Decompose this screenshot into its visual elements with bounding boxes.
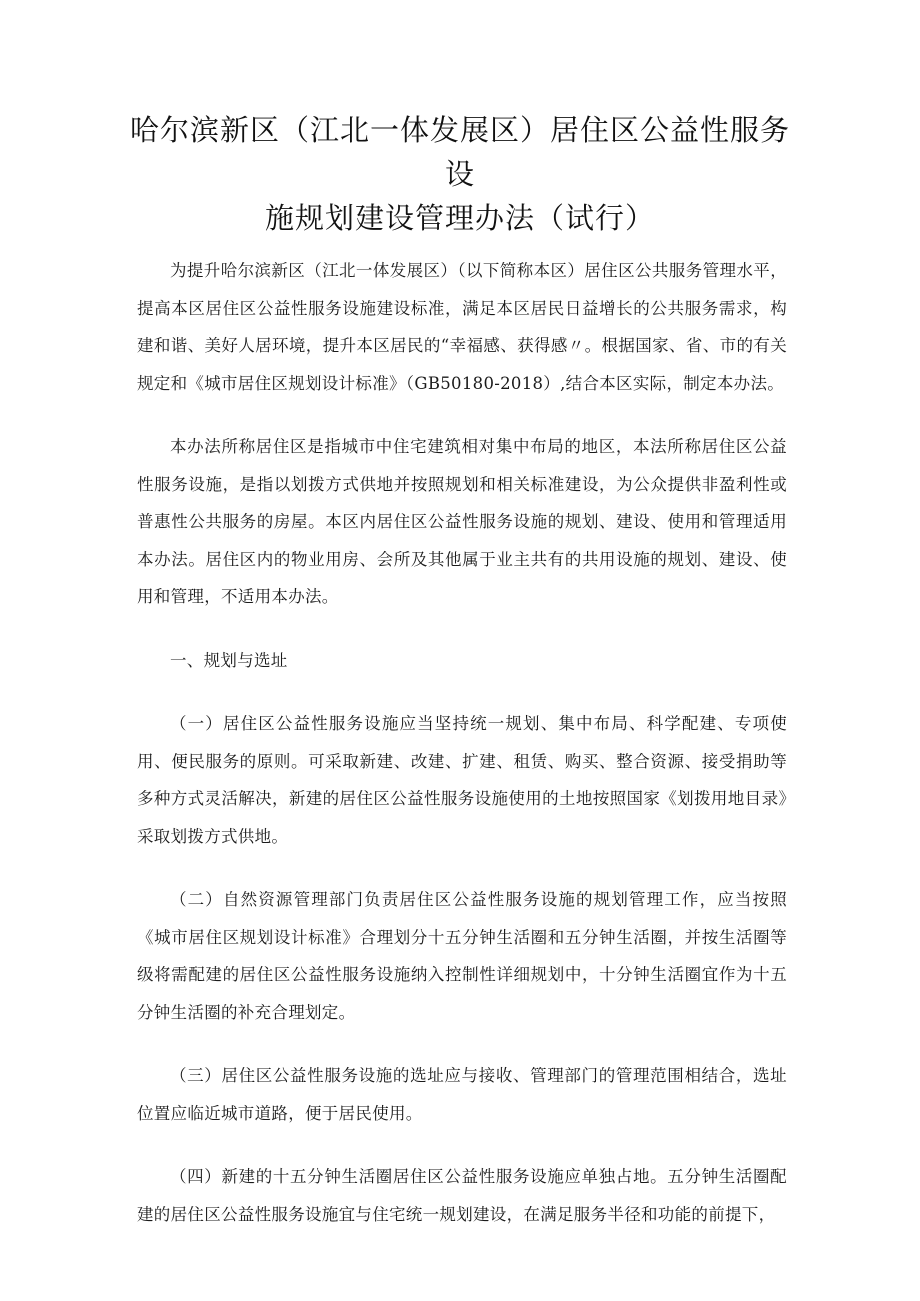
clause-item-2: （二）自然资源管理部门负责居住区公益性服务设施的规划管理工作，应当按照《城市居住区规划设计标准》合理划分十五分钟生活圈和五分钟生活圈，并按生活圈等级将需配建的居住区公益性服务设施纳入控制性详细规划中，十分钟生活圈宜作为十五分钟生活圈的补充合理划定。 [137,890,787,1022]
document-title [120,108,800,240]
intro-paragraph: 为提升哈尔滨新区（江北一体发展区）（以下简称本区）居住区公共服务管理水平，提高本区居住区公益性服务设施建设标准，满足本区居民日益增长的公共服务需求，构建和谐、美好人居环境，提升本区居民的“幸福感、获得感〃。根据国家、省、市的有关规定和《城市居住区规划设计标准》（GB50180-2018）,结合本区实际，制定本办法。 [137,261,787,393]
clause-item-4: （四）新建的十五分钟生活圈居住区公益性服务设施应单独占地。五分钟生活圈配建的居住区公益性服务设施宜与住宅统一规划建设，在满足服务半径和功能的前提下， [137,1167,787,1224]
clause-item-1: （一）居住区公益性服务设施应当坚持统一规划、集中布局、科学配建、专项使用、便民服务的原则。可采取新建、改建、扩建、租赁、购买、整合资源、接受捐助等多种方式灵活解决，新建的居住区公益性服务设施使用的土地按照国家《划拨用地目录》采取划拨方式供地。 [137,714,787,846]
title-line-1: 哈尔滨新区（江北一体发展区）居住区公益性服务设 [129,113,790,191]
title-line-2: 施规划建设管理办法（试行） [264,201,655,235]
section-heading: 一、规划与选址 [170,650,288,670]
clause-item-3: （三）居住区公益性服务设施的选址应与接收、管理部门的管理范围相结合，选址位置应临近城市道路，便于居民使用。 [137,1066,787,1123]
scope-paragraph: 本办法所称居住区是指城市中住宅建筑相对集中布局的地区，本法所称居住区公益性服务设施，是指以划拨方式供地并按照规划和相关标准建设，为公众提供非盈利性或普惠性公共服务的房屋。本区内居住区公益性服务设施的规划、建设、使用和管理适用本办法。居住区内的物业用房、会所及其他属于业主共有的共用设施的规划、建设、使用和管理，不适用本办法。 [137,437,787,606]
document-body [137,252,787,1259]
